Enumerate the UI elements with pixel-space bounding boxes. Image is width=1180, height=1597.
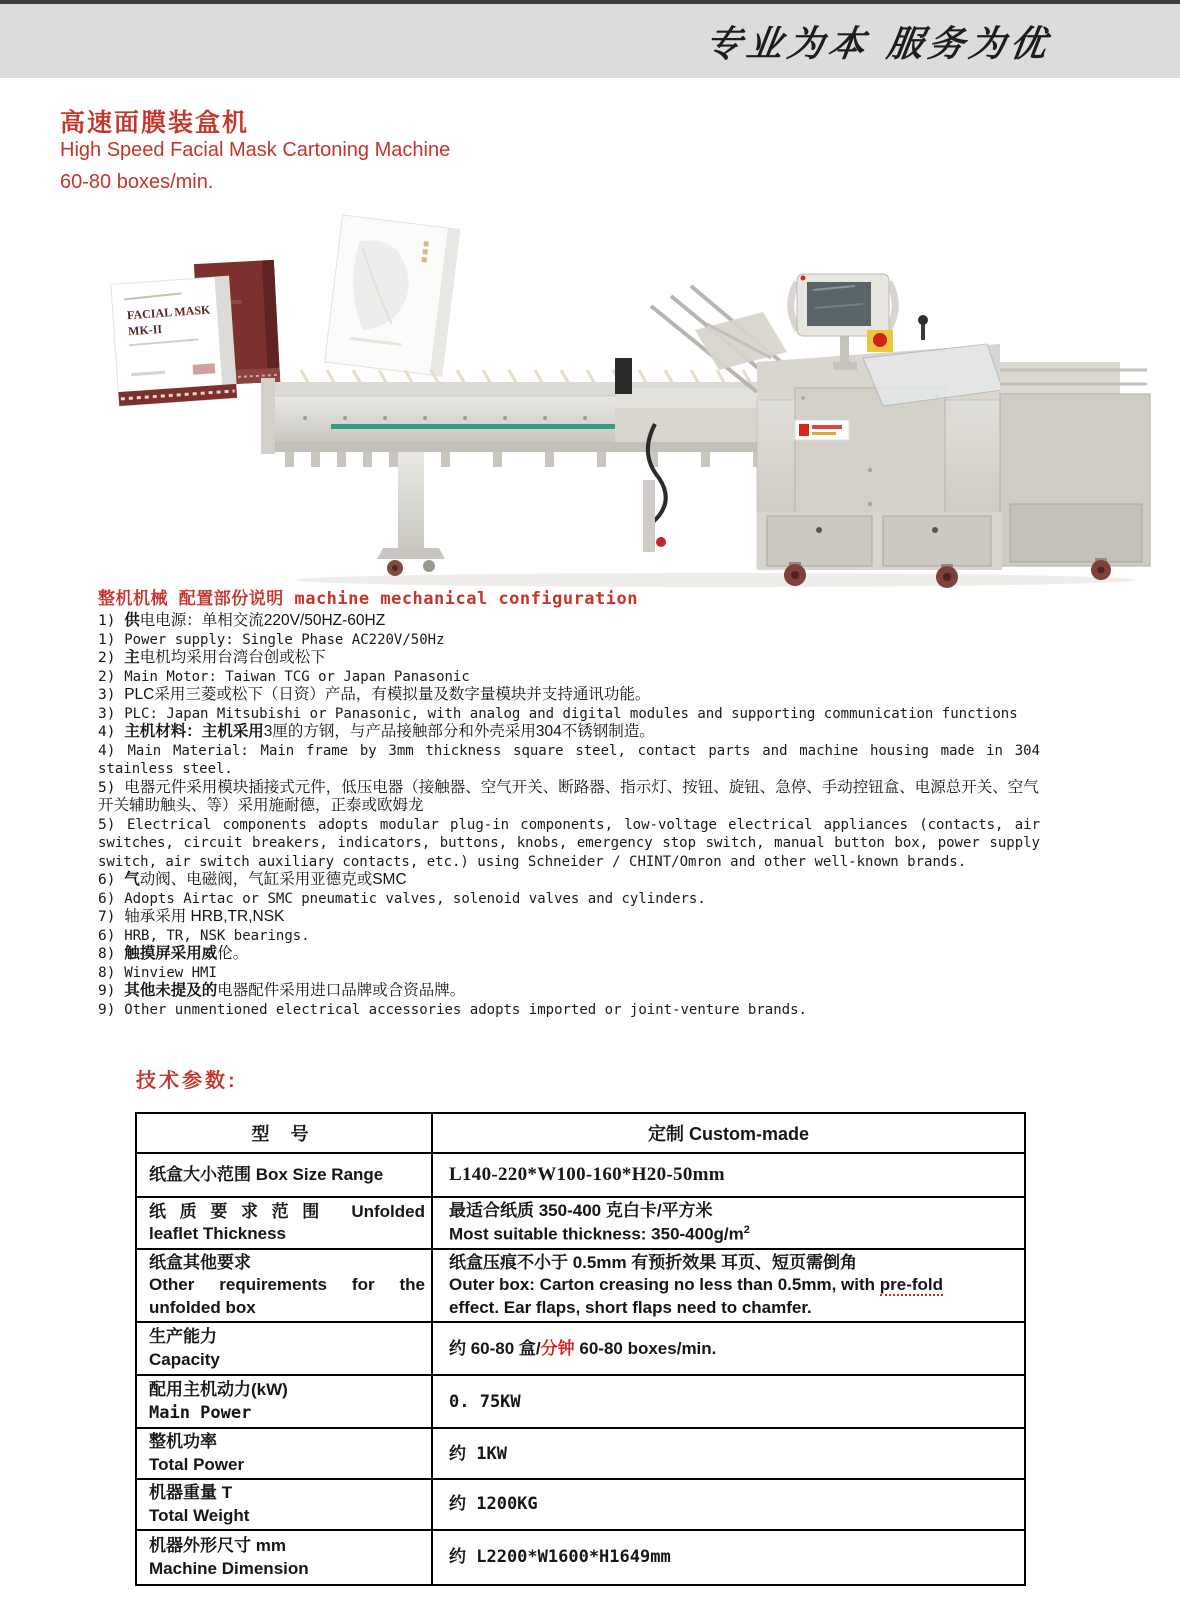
spec-label-cell: 纸盒大小范围 Box Size Range — [136, 1153, 432, 1197]
spec-value-cell: 纸盒压痕不小于 0.5mm 有预折效果 耳页、短页需倒角 Outer box: Carton creasing no less than 0.5mm, with pre-fold effect. Ear flaps, short flaps need to chamfer. — [432, 1249, 1025, 1322]
table-row — [136, 1530, 1025, 1585]
spec-value-cell: L140-220*W100-160*H20-50mm — [432, 1153, 1025, 1197]
infeed-section — [615, 388, 765, 552]
config-item: 7) 轴承采用 HRB,TR,NSK — [98, 908, 285, 925]
config-item: 8) 触摸屏采用威伦。 — [98, 945, 249, 962]
sensor-box — [615, 358, 632, 394]
product-speed: 60-80 boxes/min. — [60, 171, 214, 193]
emergency-stop-button — [873, 333, 887, 347]
slogan-text: 专业为本 服务为优 — [703, 22, 1055, 65]
config-item: 6) HRB, TR, NSK bearings. — [98, 927, 310, 944]
spec-value-cell: 最适合纸质 350-400 克白卡/平方米 Most suitable thickness: $350-400g/m^2$ — [432, 1197, 1025, 1249]
slogan-banner — [0, 4, 1180, 78]
table-row — [136, 1322, 1025, 1375]
spec-table — [135, 1112, 1026, 1586]
front-box-model: MK-II — [127, 321, 163, 339]
config-list — [98, 612, 1040, 1019]
params-heading: 技术参数: — [136, 1070, 238, 1092]
config-item: 4) 主机材料：主机采用3厘的方钢，与产品接触部分和外壳采用304不锈钢制造。 — [98, 723, 655, 740]
spec-label-cell: 机器外形尺寸 mm Machine Dimension — [136, 1530, 432, 1585]
spec-value-cell: 约 1200KG — [432, 1479, 1025, 1530]
spec-label-cell: 纸质要求范围 Unfolded leaflet Thickness — [136, 1197, 432, 1249]
table-row — [136, 1479, 1025, 1530]
config-item: 9) 其他未提及的电器配件采用进口品牌或合资品牌。 — [98, 982, 466, 999]
product-title-zh: 高速面膜装盒机 — [60, 109, 250, 137]
table-header-row — [136, 1113, 1025, 1153]
table-row — [136, 1153, 1025, 1197]
front-box-name: FACIAL MASK — [126, 302, 211, 323]
table-row — [136, 1197, 1025, 1249]
config-item: 4) Main Material: Main frame by 3mm thickness square steel, contact parts and machine housing made in 304 stainless steel. — [98, 742, 1040, 777]
spec-value-cell: 约 60-80 盒/分钟 60-80 boxes/min. — [432, 1322, 1025, 1375]
spec-label-cell: 机器重量 T Total Weight — [136, 1479, 432, 1530]
table-header: 型 号 — [136, 1113, 432, 1153]
table-row — [136, 1428, 1025, 1479]
config-item: 2) Main Motor: Taiwan TCG or Japan Panasonic — [98, 668, 470, 685]
spec-label-cell: 整机功率 Total Power — [136, 1428, 432, 1479]
spec-label-cell: 配用主机动力(kW) Main Power — [136, 1375, 432, 1428]
spec-value-cell: 约 L2200*W1600*H1649mm — [432, 1530, 1025, 1585]
table-row — [136, 1375, 1025, 1428]
config-item: 2) 主电机均采用台湾台创或松下 — [98, 649, 326, 666]
config-item: 1) 供电电源：单相交流220V/50HZ-60HZ — [98, 612, 386, 629]
config-item: 9) Other unmentioned electrical accessories adopts imported or joint-venture brands. — [98, 1001, 807, 1018]
spec-value-cell: 约 1KW — [432, 1428, 1025, 1479]
spec-value-cell: 0. 75KW — [432, 1375, 1025, 1428]
config-item: 1) Power supply: Single Phase AC220V/50Hz — [98, 631, 445, 648]
conveyor-leg — [398, 452, 424, 548]
machine-body — [757, 315, 1150, 588]
product-title-en: High Speed Facial Mask Cartoning Machine — [60, 139, 451, 161]
config-item: 3) PLC采用三菱或松下（日资）产品，有模拟量及数字量模块并支持通讯功能。 — [98, 686, 651, 703]
cabinet-door-right — [883, 516, 991, 566]
table-row — [136, 1249, 1025, 1322]
config-item: 8) Winview HMI — [98, 964, 217, 981]
red-knob — [656, 537, 666, 547]
table-header: 定制 Custom-made — [432, 1113, 1025, 1153]
spec-label-cell: 纸盒其他要求 Other requirements for the unfolded box — [136, 1249, 432, 1322]
config-item: 5) Electrical components adopts modular plug-in components, low-voltage electrical appliances (contacts, air switches, circuit breakers, indicators, buttons, knobs, emergency stop switch, manual button box, power supply switch, air switch auxiliary contacts, etc.) using Schneider / CHINT/Omron and other well-known brands. — [98, 816, 1040, 870]
machine-photo — [95, 212, 1155, 590]
config-item: 6) 气动阀、电磁阀，气缸采用亚德克或SMC — [98, 871, 407, 888]
config-section-heading: 整机机械 配置部份说明 machine mechanical configuration — [98, 589, 638, 609]
mask-box-back — [325, 215, 460, 376]
mask-box-front — [111, 276, 237, 406]
config-item: 6) Adopts Airtac or SMC pneumatic valves, solenoid valves and cylinders. — [98, 890, 706, 907]
config-item: 3) PLC: Japan Mitsubishi or Panasonic, with analog and digital modules and supporting communication functions — [98, 705, 1018, 722]
cabinet-door-left — [767, 516, 872, 566]
config-item: 5) 电器元件采用模块插接式元件，低压电器（接触器、空气开关、断路器、指示灯、按钮、旋钮、急停、手动控钮盒、电源总开关、空气开关辅助触头、等）采用施耐德，正泰或欧姆龙 — [98, 778, 1039, 814]
spec-label-cell: 生产能力 Capacity — [136, 1322, 432, 1375]
